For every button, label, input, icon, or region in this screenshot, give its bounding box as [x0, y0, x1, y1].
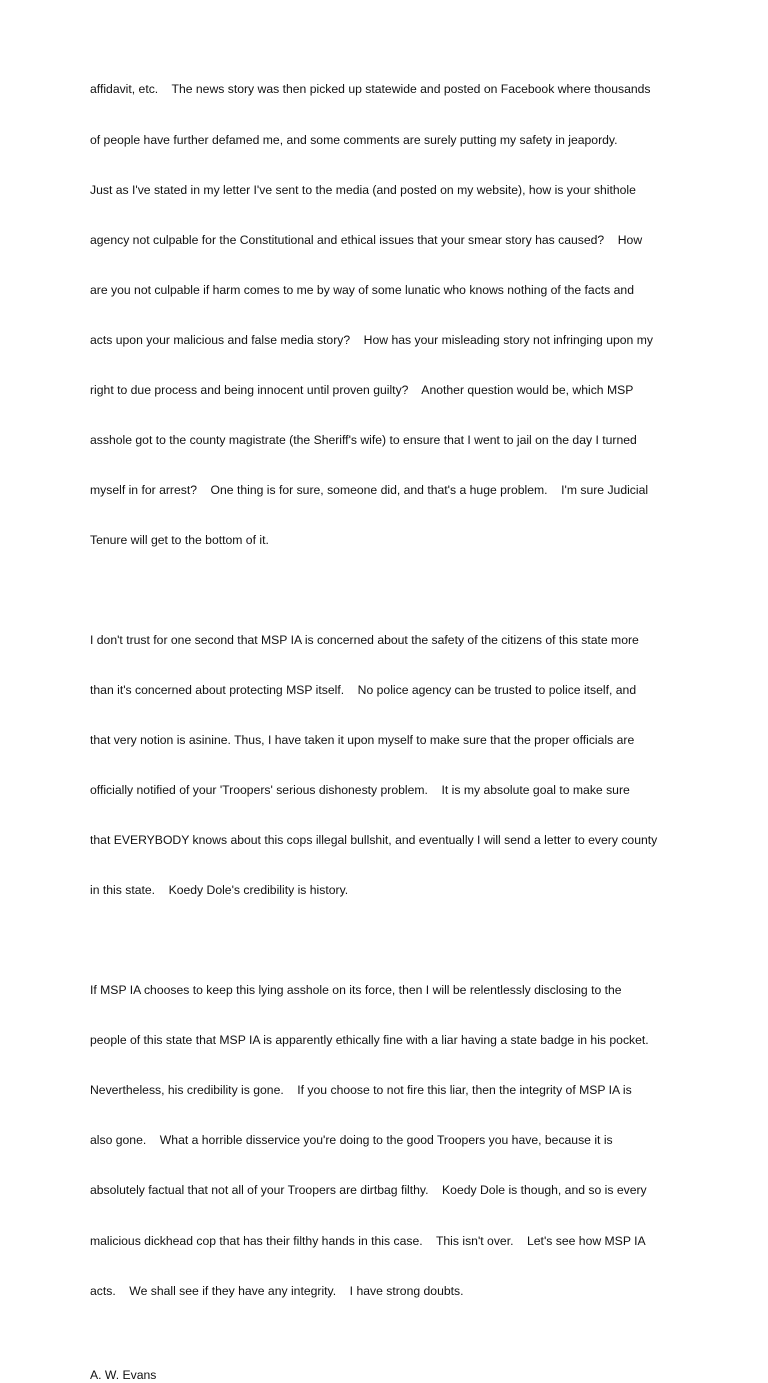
text-line: are you not culpable if harm comes to me by way of some lunatic who knows nothing of the facts and	[90, 282, 634, 297]
document-body	[90, 48, 690, 1383]
signature: A. W. Evans	[90, 1367, 157, 1382]
text-line: officially notified of your 'Troopers' serious dishonesty problem. It is my absolute goal to make sure	[90, 783, 630, 798]
text-line: If MSP IA chooses to keep this lying asshole on its force, then I will be relentlessly disclosing to the	[90, 982, 622, 997]
text-line: acts upon your malicious and false media story? How has your misleading story not infringing upon my	[90, 332, 653, 347]
text-line: I don't trust for one second that MSP IA is concerned about the safety of the citizens of this state more	[90, 632, 639, 647]
text-line: of people have further defamed me, and some comments are surely putting my safety in jeapordy.	[90, 132, 618, 147]
text-line: that EVERYBODY knows about this cops illegal bullshit, and eventually I will send a letter to every county	[90, 833, 658, 848]
text-line: acts. We shall see if they have any integrity. I have strong doubts.	[90, 1283, 464, 1298]
paragraph-3	[90, 949, 690, 1333]
text-line: agency not culpable for the Constitutional and ethical issues that your smear story has caused? How	[90, 232, 643, 247]
text-line: affidavit, etc. The news story was then picked up statewide and posted on Facebook where thousands	[90, 82, 651, 97]
text-line: myself in for arrest? One thing is for sure, someone did, and that's a huge problem. I'm sure Judicial	[90, 483, 649, 498]
paragraph-1	[90, 48, 690, 583]
text-line: right to due process and being innocent until proven guilty? Another question would be, which MSP	[90, 383, 634, 398]
text-line: Tenure will get to the bottom of it.	[90, 533, 269, 548]
text-line: asshole got to the county magistrate (the Sheriff's wife) to ensure that I went to jail on the day I turned	[90, 433, 637, 448]
text-line: also gone. What a horrible disservice you're doing to the good Troopers you have, because it is	[90, 1133, 613, 1148]
text-line: Nevertheless, his credibility is gone. If you choose to not fire this liar, then the integrity of MSP IA is	[90, 1083, 632, 1098]
text-line: than it's concerned about protecting MSP itself. No police agency can be trusted to police itself, and	[90, 683, 637, 698]
text-line: absolutely factual that not all of your Troopers are dirtbag filthy. Koedy Dole is though, and so is every	[90, 1183, 647, 1198]
text-line: people of this state that MSP IA is apparently ethically fine with a liar having a state badge in his pocket.	[90, 1033, 649, 1048]
text-line: malicious dickhead cop that has their filthy hands in this case. This isn't over. Let's see how MSP IA	[90, 1233, 646, 1248]
paragraph-2	[90, 599, 690, 933]
text-line: in this state. Koedy Dole's credibility is history.	[90, 883, 349, 898]
text-line: that very notion is asinine. Thus, I have taken it upon myself to make sure that the proper officials are	[90, 733, 635, 748]
text-line: Just as I've stated in my letter I've sent to the media (and posted on my website), how is your shithole	[90, 182, 636, 197]
